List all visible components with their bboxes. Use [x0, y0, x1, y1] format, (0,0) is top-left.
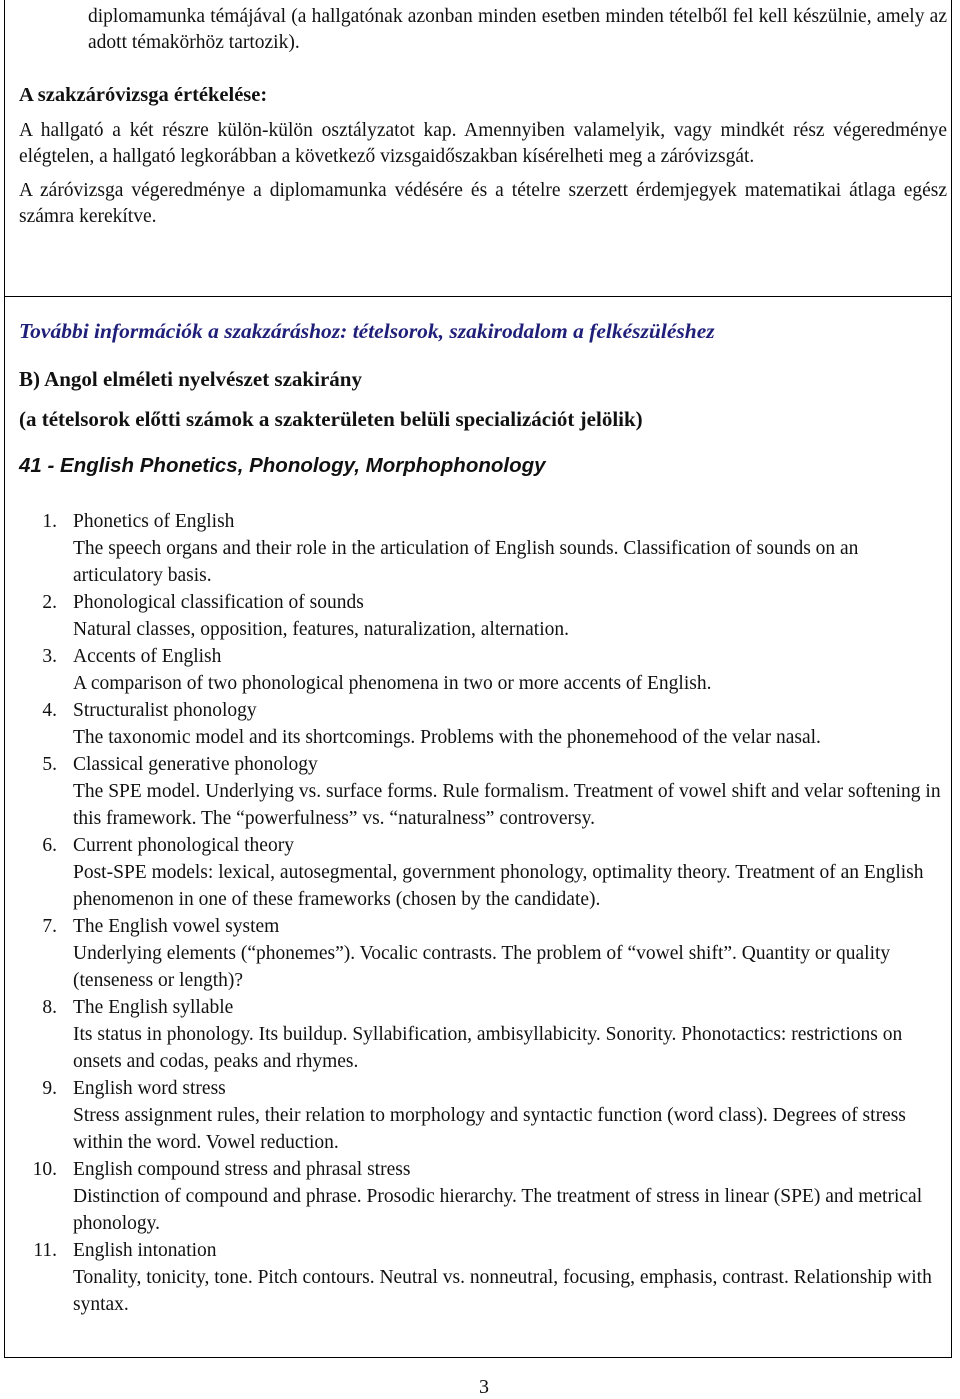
list-item: 11. English intonation Tonality, tonicity, tone. Pitch contours. Neutral vs. nonneutral, focusing, emphasis, contrast. Relationship with syntax. [19, 1237, 947, 1318]
topic-title: English intonation [73, 1240, 217, 1261]
topic-title: Phonetics of English [73, 511, 235, 532]
list-item: 3. Accents of English A comparison of two phonological phenomena in two or more accents of English. [19, 643, 947, 697]
topic-title: Structuralist phonology [73, 700, 257, 721]
list-item: 6. Current phonological theory Post-SPE models: lexical, autosegmental, government phonology, optimality theory. Treatment of an English phenomenon in one of these frameworks (chosen by the candidate). [19, 832, 947, 913]
topic-description: A comparison of two phonological phenomena in two or more accents of English. [73, 673, 712, 694]
page-number: 3 [479, 1376, 489, 1398]
subject-title: 41 - English Phonetics, Phonology, Morphophonology [19, 454, 546, 477]
topic-title: The English vowel system [73, 916, 280, 937]
topic-description: Natural classes, opposition, features, naturalization, alternation. [73, 619, 570, 640]
specialization-heading: B) Angol elméleti nyelvészet szakirány [19, 367, 362, 391]
topic-title: Classical generative phonology [73, 754, 318, 775]
topic-title: English compound stress and phrasal stress [73, 1159, 411, 1180]
topic-description: Stress assignment rules, their relation to morphology and syntactic function (word class). Degrees of stress within the word. Vowel reduction. [73, 1105, 906, 1153]
topic-title: Current phonological theory [73, 835, 294, 856]
list-item: 10. English compound stress and phrasal stress Distinction of compound and phrase. Prosodic hierarchy. The treatment of stress in linear (SPE) and metrical phonology. [19, 1156, 947, 1237]
evaluation-heading: A szakzáróvizsga értékelése: [19, 84, 268, 106]
topic-title: Accents of English [73, 646, 222, 667]
topic-description: The SPE model. Underlying vs. surface forms. Rule formalism. Treatment of vowel shift and velar softening in this framework. The “powerfulness” vs. “naturalness” controversy. [73, 781, 941, 829]
topic-title: English word stress [73, 1078, 226, 1099]
list-item: 1. Phonetics of English The speech organs and their role in the articulation of English sounds. Classification of sounds on an articulatory basis. [19, 508, 947, 589]
specialization-note: (a tételsorok előtti számok a szakterületen belüli specializációt jelölik) [19, 407, 643, 431]
topic-description: Distinction of compound and phrase. Prosodic hierarchy. The treatment of stress in linear (SPE) and metrical phonology. [73, 1186, 923, 1234]
main-section [19, 317, 947, 1318]
topic-title: Phonological classification of sounds [73, 592, 364, 613]
topic-list [19, 508, 947, 1318]
list-item: 5. Classical generative phonology The SPE model. Underlying vs. surface forms. Rule formalism. Treatment of vowel shift and velar softening in this framework. The “powerfulness” vs. “naturalness” controversy. [19, 751, 947, 832]
list-item: 9. English word stress Stress assignment rules, their relation to morphology and syntactic function (word class). Degrees of stress within the word. Vowel reduction. [19, 1075, 947, 1156]
evaluation-paragraph-1: A hallgató a két részre külön-külön osztályzatot kap. Amennyiben valamelyik, vagy mindkét rész végeredménye elégtelen, a hallgató legkorábban a következő vizsgaidőszakban kísérelheti meg a záróvizsgát. [19, 120, 947, 167]
topic-description: Its status in phonology. Its buildup. Syllabification, ambisyllabicity. Sonority. Phonotactics: restrictions on onsets and codas, peaks and rhymes. [73, 1024, 903, 1072]
section-title: További információk a szakzáráshoz: tételsorok, szakirodalom a felkészüléshez [19, 319, 715, 343]
topic-description: The taxonomic model and its shortcomings. Problems with the phonemehood of the velar nasal. [73, 727, 821, 748]
topic-description: Underlying elements (“phonemes”). Vocalic contrasts. The problem of “vowel shift”. Quantity or quality (tenseness or length)? [73, 943, 891, 991]
topic-title: The English syllable [73, 997, 234, 1018]
intro-continuation: diplomamunka témájával (a hallgatónak azonban minden esetben minden tételből fel kell készülnie, amely az adott témakörhöz tartozik). [88, 6, 947, 53]
list-item: 4. Structuralist phonology The taxonomic model and its shortcomings. Problems with the phonemehood of the velar nasal. [19, 697, 947, 751]
list-item: 8. The English syllable Its status in phonology. Its buildup. Syllabification, ambisyllabicity. Sonority. Phonotactics: restrictions on onsets and codas, peaks and rhymes. [19, 994, 947, 1075]
list-item: 7. The English vowel system Underlying elements (“phonemes”). Vocalic contrasts. The problem of “vowel shift”. Quantity or quality (tenseness or length)? [19, 913, 947, 994]
top-section [19, 4, 947, 230]
topic-description: The speech organs and their role in the articulation of English sounds. Classification of sounds on an articulatory basis. [73, 538, 859, 586]
evaluation-paragraph-2: A záróvizsga végeredménye a diplomamunka védésére és a tételre szerzett érdemjegyek matematikai átlaga egész számra kerekítve. [19, 180, 947, 227]
topic-description: Tonality, tonicity, tone. Pitch contours. Neutral vs. nonneutral, focusing, emphasis, contrast. Relationship with syntax. [73, 1267, 932, 1315]
topic-description: Post-SPE models: lexical, autosegmental, government phonology, optimality theory. Treatment of an English phenomenon in one of these frameworks (chosen by the candidate). [73, 862, 924, 910]
list-item: 2. Phonological classification of sounds Natural classes, opposition, features, naturalization, alternation. [19, 589, 947, 643]
